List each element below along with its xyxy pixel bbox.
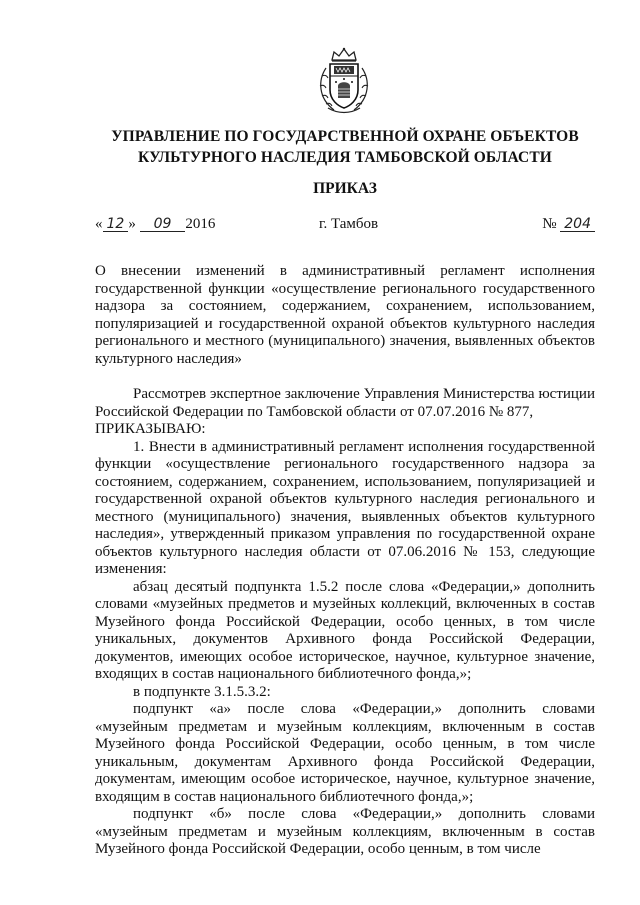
document-date <box>95 216 215 233</box>
paragraph: подпункт «а» после слова «Федерации,» дополнить словами «музейным предметам и музейным коллекциям, включенным в состав Музейного фонда Российской Федерации, особо ценным, в том числе уникальным, документам Архивного фонда Российской Федерации, документам, имеющим особое историческое, научное, культурное значение, входящим в состав национального библиотечного фонда,»; <box>95 701 595 805</box>
date-close-quote: » <box>128 216 136 232</box>
paragraph: Рассмотрев экспертное заключение Управления Министерства юстиции Российской Федерации по Тамбовской области от 07.07.2016 № 877, <box>95 386 595 420</box>
document-subject: О внесении изменений в административный регламент исполнения государственной функции «осуществление регионального государственного надзора за состоянием, содержанием, сохранением, использованием, популяризацией и государственной охраной объектов культурного наследия регионального и местного (муниципального) значения, выявленных объектов культурного наследия» <box>95 263 595 367</box>
document-body <box>95 386 595 859</box>
paragraph: в подпункте 3.1.5.3.2: <box>133 683 271 700</box>
organization-title-line-2: КУЛЬТУРНОГО НАСЛЕДИЯ ТАМБОВСКОЙ ОБЛАСТИ <box>138 149 552 166</box>
date-month: 09 <box>140 217 186 232</box>
organization-title-line-1: УПРАВЛЕНИЕ ПО ГОСУДАРСТВЕННОЙ ОХРАНЕ ОБЪЕКТОВ <box>111 128 579 145</box>
date-open-quote: « <box>95 216 103 232</box>
date-year: 2016 <box>185 216 216 232</box>
paragraph: подпункт «б» после слова «Федерации,» дополнить словами «музейным предметам и музейным коллекциям, включенным в состав Музейного фонда Российской Федерации, особо ценным, в том числе <box>95 806 595 857</box>
paragraph: ПРИКАЗЫВАЮ: <box>95 421 206 437</box>
document-city: г. Тамбов <box>319 216 379 232</box>
paragraph: 1. Внести в административный регламент исполнения государственной функции «осуществление регионального государственного надзора за состоянием, содержанием, сохранением, использованием, популяризацией и государственной охраной объектов культурного наследия регионального и местного (муниципального) значения, выявленных объектов культурного наследия», утвержденный приказом управления по государственной охране объектов культурного наследия области от 07.06.2016 № 153, следующие изменения: <box>95 438 595 577</box>
number-label: № <box>542 216 557 232</box>
date-day: 12 <box>103 217 129 232</box>
document-number <box>542 216 595 233</box>
document-type: ПРИКАЗ <box>313 180 377 197</box>
paragraph: абзац десятый подпункта 1.5.2 после слова «Федерации,» дополнить словами «музейных предметов и музейных коллекций, включенных в состав Музейного фонда Российской Федерации, особо ценных, в том числе уникальных, документов Архивного фонда Российской Федерации, документов, имеющих особое историческое, научное, культурное значение, входящих в состав национального библиотечного фонда,»; <box>95 578 595 682</box>
number-value: 204 <box>560 217 595 232</box>
organization-title <box>60 126 630 168</box>
tambov-coat-of-arms-icon <box>312 46 376 116</box>
document-meta <box>95 216 595 238</box>
